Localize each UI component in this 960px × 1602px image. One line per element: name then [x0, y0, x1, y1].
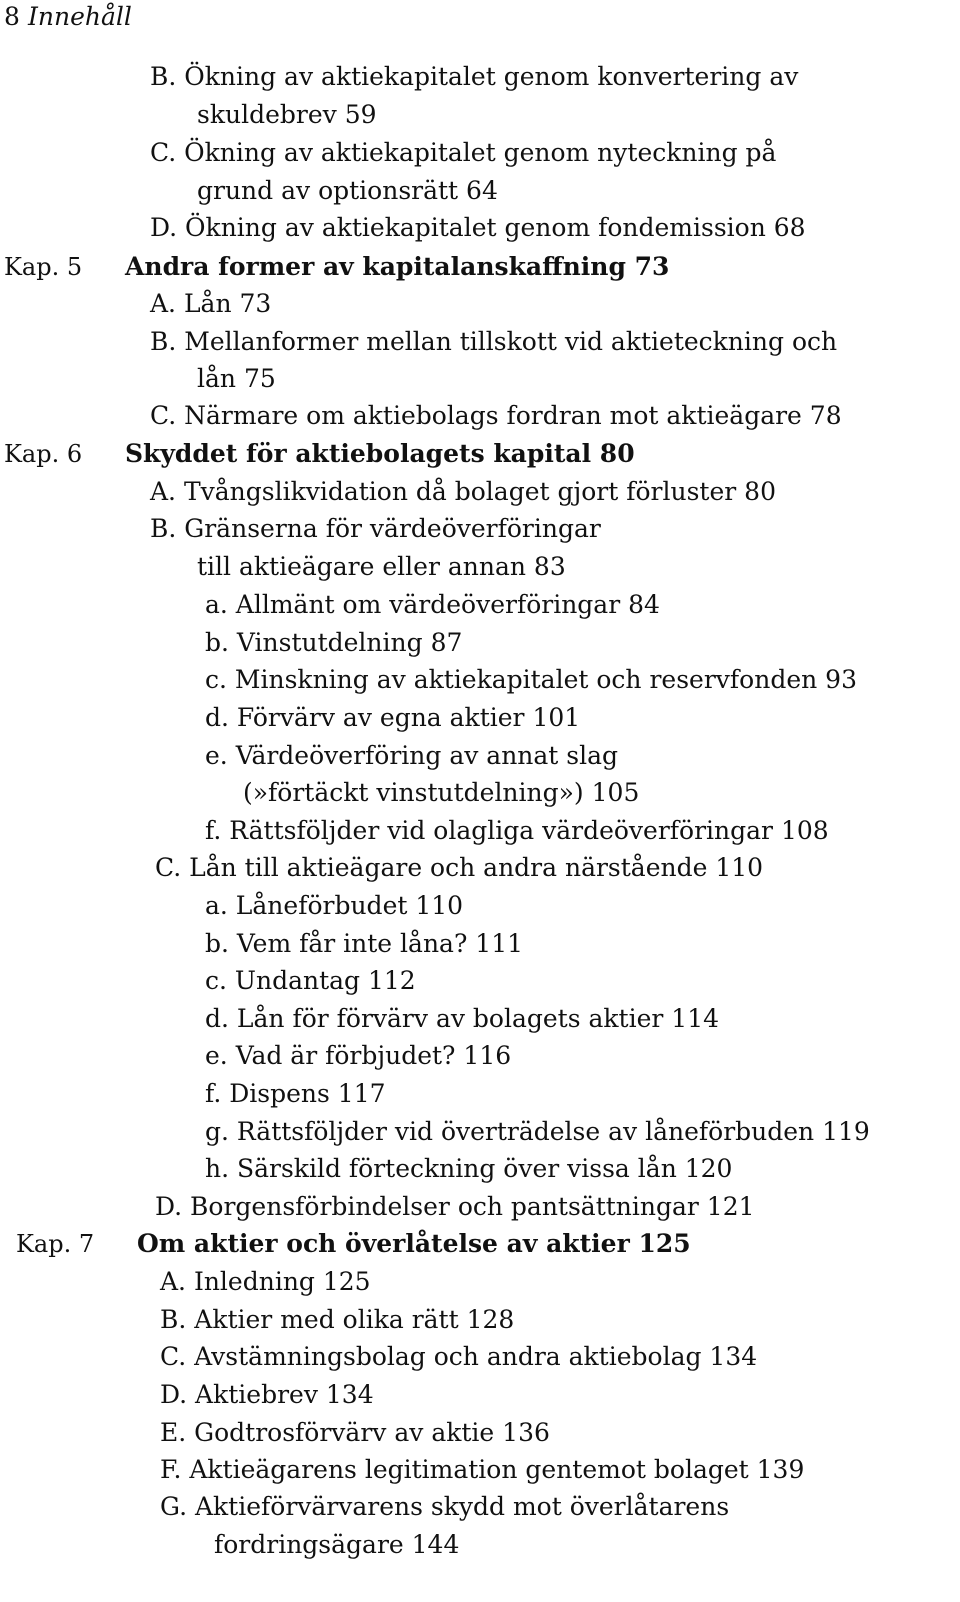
toc-entry: D. Aktiebrev 134 [160, 1380, 374, 1409]
toc-entry: A. Lån 73 [150, 289, 272, 318]
toc-entry: c. Minskning av aktiekapitalet och reservfonden 93 [205, 665, 857, 694]
chapter-title: Om aktier och överlåtelse av aktier 125 [137, 1229, 691, 1258]
toc-entry: h. Särskild förteckning över vissa lån 120 [205, 1154, 733, 1183]
toc-entry: B. Aktier med olika rätt 128 [160, 1305, 515, 1334]
chapter-label: Kap. 7 [16, 1230, 95, 1258]
toc-entry: E. Godtrosförvärv av aktie 136 [160, 1418, 550, 1447]
running-title: Innehåll [28, 2, 132, 31]
toc-entry: grund av optionsrätt 64 [197, 176, 498, 205]
toc-entry: b. Vem får inte låna? 111 [205, 929, 524, 958]
page-number: 8 [4, 2, 20, 31]
toc-entry: f. Rättsföljder vid olagliga värdeöverföringar 108 [205, 816, 829, 845]
toc-entry: B. Gränserna för värdeöverföringar [150, 514, 601, 543]
toc-entry: skuldebrev 59 [197, 100, 377, 129]
toc-entry: c. Undantag 112 [205, 966, 416, 995]
toc-entry: d. Lån för förvärv av bolagets aktier 114 [205, 1004, 720, 1033]
toc-entry: F. Aktieägarens legitimation gentemot bolaget 139 [160, 1455, 805, 1484]
toc-entry: B. Mellanformer mellan tillskott vid aktieteckning och [150, 327, 838, 356]
toc-entry: B. Ökning av aktiekapitalet genom konvertering av [150, 62, 799, 91]
toc-entry: e. Vad är förbjudet? 116 [205, 1041, 512, 1070]
toc-entry: D. Borgensförbindelser och pantsättningar 121 [155, 1192, 755, 1221]
toc-entry: a. Allmänt om värdeöverföringar 84 [205, 590, 660, 619]
toc-entry: till aktieägare eller annan 83 [197, 552, 566, 581]
toc-entry: e. Värdeöverföring av annat slag [205, 741, 619, 770]
chapter-title: Andra former av kapitalanskaffning 73 [125, 252, 670, 281]
toc-entry: D. Ökning av aktiekapitalet genom fondemission 68 [150, 213, 806, 242]
toc-entry: lån 75 [197, 364, 276, 393]
chapter-label: Kap. 6 [4, 440, 83, 468]
toc-entry: fordringsägare 144 [214, 1530, 460, 1559]
toc-entry: a. Låneförbudet 110 [205, 891, 464, 920]
toc-entry: C. Närmare om aktiebolags fordran mot aktieägare 78 [150, 401, 842, 430]
toc-entry: d. Förvärv av egna aktier 101 [205, 703, 581, 732]
toc-entry: A. Inledning 125 [160, 1267, 371, 1296]
toc-entry: C. Lån till aktieägare och andra närstående 110 [155, 853, 764, 882]
toc-entry: b. Vinstutdelning 87 [205, 628, 463, 657]
chapter-label: Kap. 5 [4, 253, 83, 281]
toc-entry: C. Ökning av aktiekapitalet genom nyteckning på [150, 138, 777, 167]
toc-entry: g. Rättsföljder vid överträdelse av låneförbuden 119 [205, 1117, 870, 1146]
toc-entry: (»förtäckt vinstutdelning») 105 [243, 778, 640, 807]
chapter-title: Skyddet för aktiebolagets kapital 80 [125, 439, 635, 468]
toc-entry: A. Tvångslikvidation då bolaget gjort förluster 80 [150, 477, 776, 506]
toc-entry: C. Avstämningsbolag och andra aktiebolag 134 [160, 1342, 758, 1371]
toc-entry: f. Dispens 117 [205, 1079, 386, 1108]
toc-entry: G. Aktieförvärvarens skydd mot överlåtarens [160, 1492, 730, 1521]
